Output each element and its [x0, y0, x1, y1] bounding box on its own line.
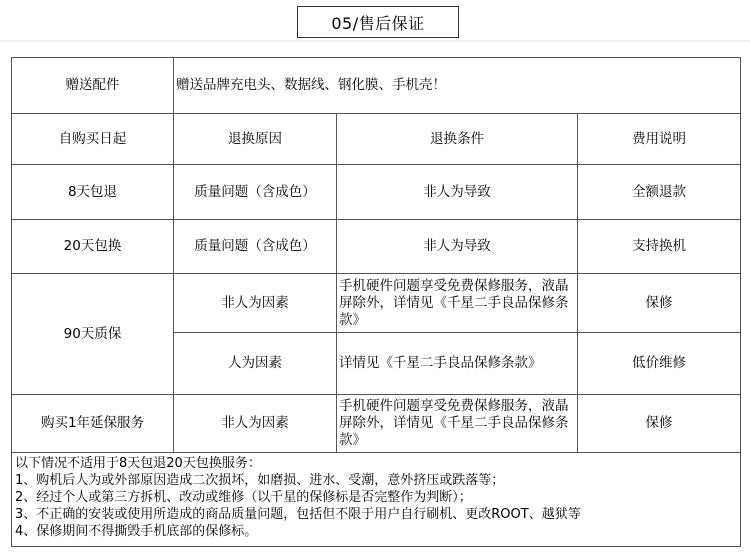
exclusion-notes — [12, 453, 741, 547]
period-cell: 8天包退 — [12, 165, 174, 220]
gift-label: 赠送配件 — [12, 58, 174, 114]
warranty-table — [11, 57, 741, 547]
fee-cell: 全额退款 — [578, 165, 741, 220]
condition-cell: 手机硬件问题享受免费保修服务，液晶屏除外，详情见《千星二手良品保修条款》 — [337, 274, 578, 333]
fee-cell: 支持换机 — [578, 220, 741, 274]
period-cell: 购买1年延保服务 — [12, 395, 174, 453]
condition-cell: 手机硬件问题享受免费保修服务，液晶屏除外，详情见《千星二手良品保修条款》 — [337, 395, 578, 453]
reason-cell: 非人为因素 — [174, 274, 337, 333]
col-header-fee: 费用说明 — [578, 114, 741, 165]
notes-row — [12, 453, 741, 547]
col-header-period: 自购买日起 — [12, 114, 174, 165]
fee-cell: 保修 — [578, 395, 741, 453]
condition-cell: 详情见《千星二手良品保修条款》 — [337, 333, 578, 395]
notes-item: 1、购机后人为或外部原因造成二次损坏，如磨损、进水、受潮，意外挤压或跌落等； — [15, 473, 505, 488]
notes-item: 2、经过个人或第三方拆机、改动或维修（以千星的保修标是否完整作为判断）； — [15, 490, 472, 505]
col-header-condition: 退换条件 — [337, 114, 578, 165]
condition-cell: 非人为导致 — [337, 165, 578, 220]
notes-item: 4、保修期间不得撕毁手机底部的保修标。 — [15, 524, 258, 539]
reason-cell: 非人为因素 — [174, 395, 337, 453]
fee-cell: 保修 — [578, 274, 741, 333]
notes-item: 3、不正确的安装或使用所造成的商品质量问题，包括但不限于用户自行刷机、更改ROOT、越狱等 — [15, 507, 581, 522]
section-title: 05/售后保证 — [297, 6, 459, 38]
period-cell: 90天质保 — [12, 274, 174, 395]
period-cell: 20天包换 — [12, 220, 174, 274]
title-band — [0, 0, 750, 40]
col-header-reason: 退换原因 — [174, 114, 337, 165]
reason-cell: 人为因素 — [174, 333, 337, 395]
notes-intro: 以下情况不适用于8天包退20天包换服务： — [15, 456, 261, 471]
table-row — [12, 220, 741, 274]
gift-value: 赠送品牌充电头、数据线、钢化膜、手机壳！ — [174, 58, 741, 114]
fee-cell: 低价维修 — [578, 333, 741, 395]
table-row — [12, 395, 741, 453]
table-row — [12, 274, 741, 333]
header-row — [12, 114, 741, 165]
title-divider — [0, 40, 750, 42]
reason-cell: 质量问题（含成色） — [174, 165, 337, 220]
gift-row — [12, 58, 741, 114]
condition-cell: 非人为导致 — [337, 220, 578, 274]
table-row — [12, 165, 741, 220]
reason-cell: 质量问题（含成色） — [174, 220, 337, 274]
